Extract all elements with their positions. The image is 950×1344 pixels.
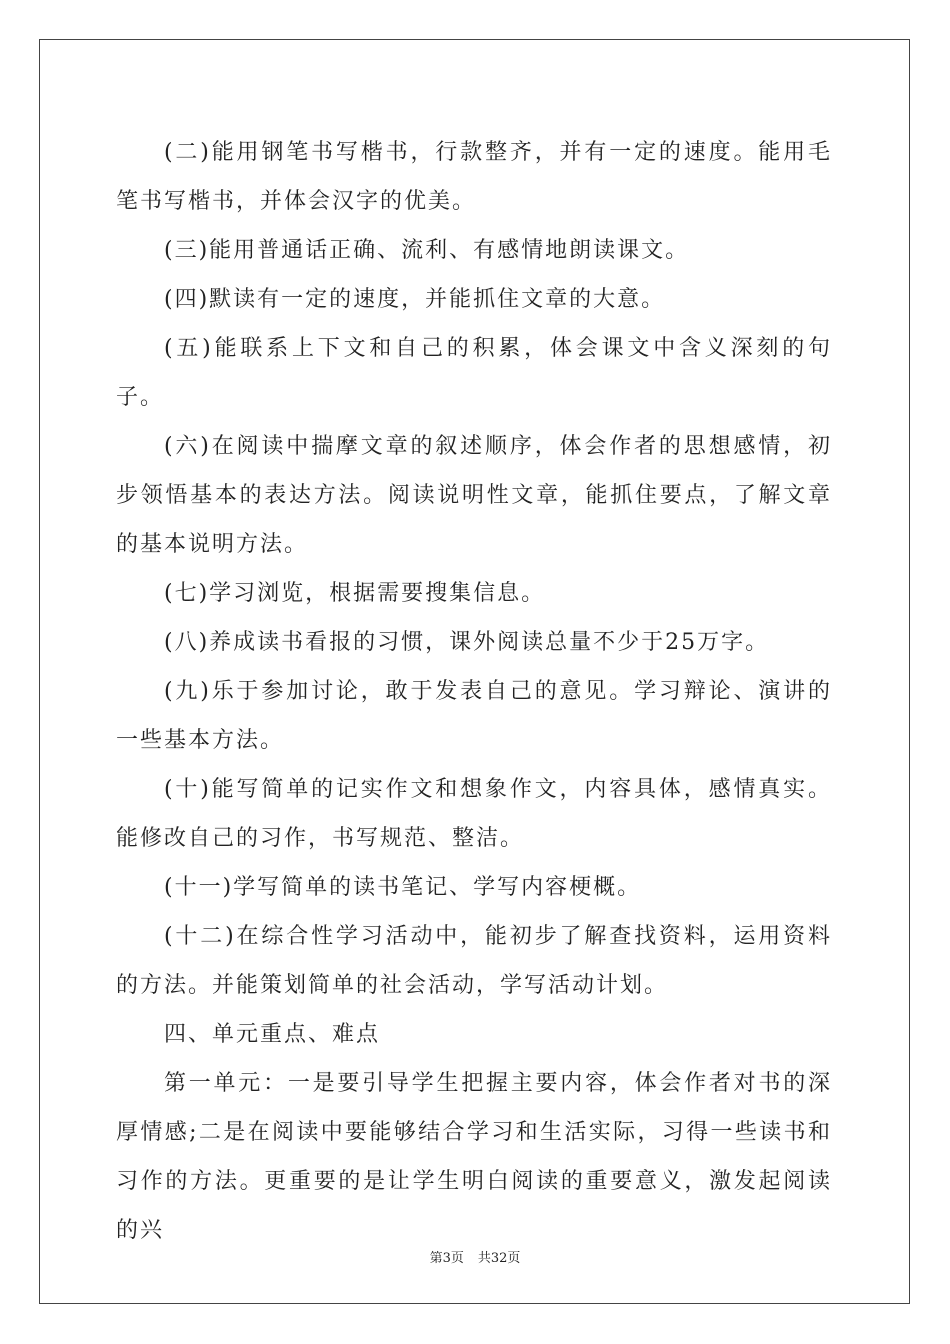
paragraph-discussion: (九)乐于参加讨论，敢于发表自己的意见。学习辩论、演讲的一些基本方法。 [116, 679, 832, 753]
section-heading: 四、单元重点、难点 [164, 1022, 381, 1047]
paragraph-composition: (十)能写简单的记实作文和想象作文，内容具体，感情真实。能修改自己的习作，书写规范、整洁。 [116, 777, 832, 851]
paragraph-notes: (十一)学写简单的读书笔记、学写内容梗概。 [164, 875, 642, 900]
paragraph-reading-habit: (八)养成读书看报的习惯，课外阅读总量不少于25万字。 [164, 630, 770, 655]
page-number: 第3页 [429, 1251, 464, 1266]
page-footer [0, 1247, 950, 1266]
paragraph-silent-reading: (四)默读有一定的速度，并能抓住文章的大意。 [164, 287, 666, 312]
paragraph-comprehensive-learning: (十二)在综合性学习活动中，能初步了解查找资料，运用资料的方法。并能策划简单的社会活动，学写活动计划。 [116, 924, 832, 998]
page-total: 共32页 [477, 1251, 521, 1266]
paragraph-writing: (二)能用钢笔书写楷书，行款整齐，并有一定的速度。能用毛笔书写楷书，并体会汉字的优美。 [116, 140, 832, 214]
paragraph-browsing: (七)学习浏览，根据需要搜集信息。 [164, 581, 546, 606]
paragraph-context: (五)能联系上下文和自己的积累，体会课文中含义深刻的句子。 [116, 336, 832, 410]
paragraph-unit-one: 第一单元：一是要引导学生把握主要内容，体会作者对书的深厚情感;二是在阅读中要能够结合学习和生活实际，习得一些读书和习作的方法。更重要的是让学生明白阅读的重要意义，激发起阅读的兴 [116, 1071, 832, 1243]
paragraph-narrative-order: (六)在阅读中揣摩文章的叙述顺序，体会作者的思想感情，初步领悟基本的表达方法。阅读说明性文章，能抓住要点，了解文章的基本说明方法。 [116, 434, 832, 557]
document-body [116, 128, 832, 1255]
paragraph-reading-aloud: (三)能用普通话正确、流利、有感情地朗读课文。 [164, 238, 690, 263]
